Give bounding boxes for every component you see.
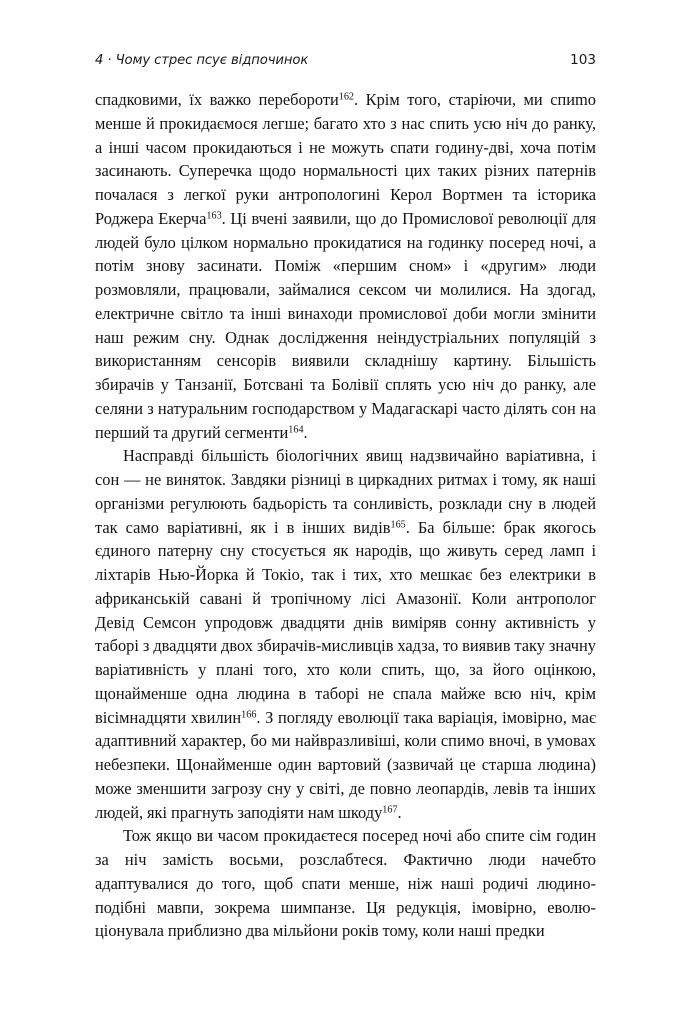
paragraph: Тож якщо ви часом прокидаєтеся посеред ночі або спите сім годин за ніч замість восьми, розслабтеся. Фактично люди начебто адаптувалися до того, щоб спати менше, ніж наші родичі людиноподібні мавпи, зокрема шимпанзе. Ця редукція, імовірно, еволюціонувала приблизно два мільйони років тому, коли наші предки	[95, 826, 596, 941]
body-text-block	[95, 88, 596, 943]
page-number: 103	[570, 52, 596, 68]
running-head-chapter-title: 4 · Чому стрес псує відпочинок	[95, 53, 309, 68]
paragraph: спадковими, їх важко перебороти$^{162}$. Крім того, старіючи, ми спиmо менше й прокидаємося легше; багато хто з нас спить усю ніч до ранку, а інші часом прокидаються і не можуть спати годину-дві, хоча потім засинають. Суперечка щодо нормальності цих таких різних патернів почалася з легкої руки антропологині Керол Вортмен та історика Роджера Екерча$^{163}$. Ці вчені заявили, що до Промислової революції для людей було цілком нормально прокидатися на годинку посеред ночі, а потім знову засинати. Поміж «першим сном» і «другим» люди розмовляли, працювали, займалися сексом чи молилися. На здогад, електричне світло та інші винаходи промислової доби могли змінити наш режим сну. Однак дослідження неіндустріальних популяцій з використанням сенсорів виявили складнішу картину. Більшість збирачів у Танзанії, Ботсвані та Болівії сплять усю ніч до ранку, але селяни з натуральним господарством у Мадагаскарі часто ділять сон на перший та другий сегменти$^{164}$.	[95, 90, 597, 442]
running-head	[95, 52, 596, 72]
paragraph: Насправді більшість біологічних явищ надзвичайно варіативна, і сон — не виняток. Завдяки різниці в циркадних ритмах і тому, як наші організми регулюють бадьорість та сонливість, розклади сну в людей так само варіативні, як і в інших видів$^{165}$. Ба більше: брак якогось єдиного патерну сну стосується як народів, що живуть серед ламп і ліхтарів Нью-Йорка й Токіо, так і тих, хто мешкає без електрики в африканській савані й тропічному лісі Амазонії. Коли антрополог Девід Семсон упродовж двадцяти днів виміряв сонну активність у таборі з двадцяти двох збирачів-мисливців хадза, то виявив таку значну варіативність у плані того, хто коли спить, що, за його оцінкою, щонайменше одна людина в таборі не спала майже всю ніч, крім вісімнадцяти хвилин$^{166}$. З погляду еволюції така варіація, імовірно, має адаптивний характер, бо ми найвразливіші, коли спимо вночі, в умовах небезпеки. Щонайменше один вартовий (зазвичай це старша людина) може зменшити загрозу сну у світі, де повно леопардів, левів та інших людей, які прагнуть заподіяти нам шкоду$^{167}$.	[95, 446, 596, 822]
